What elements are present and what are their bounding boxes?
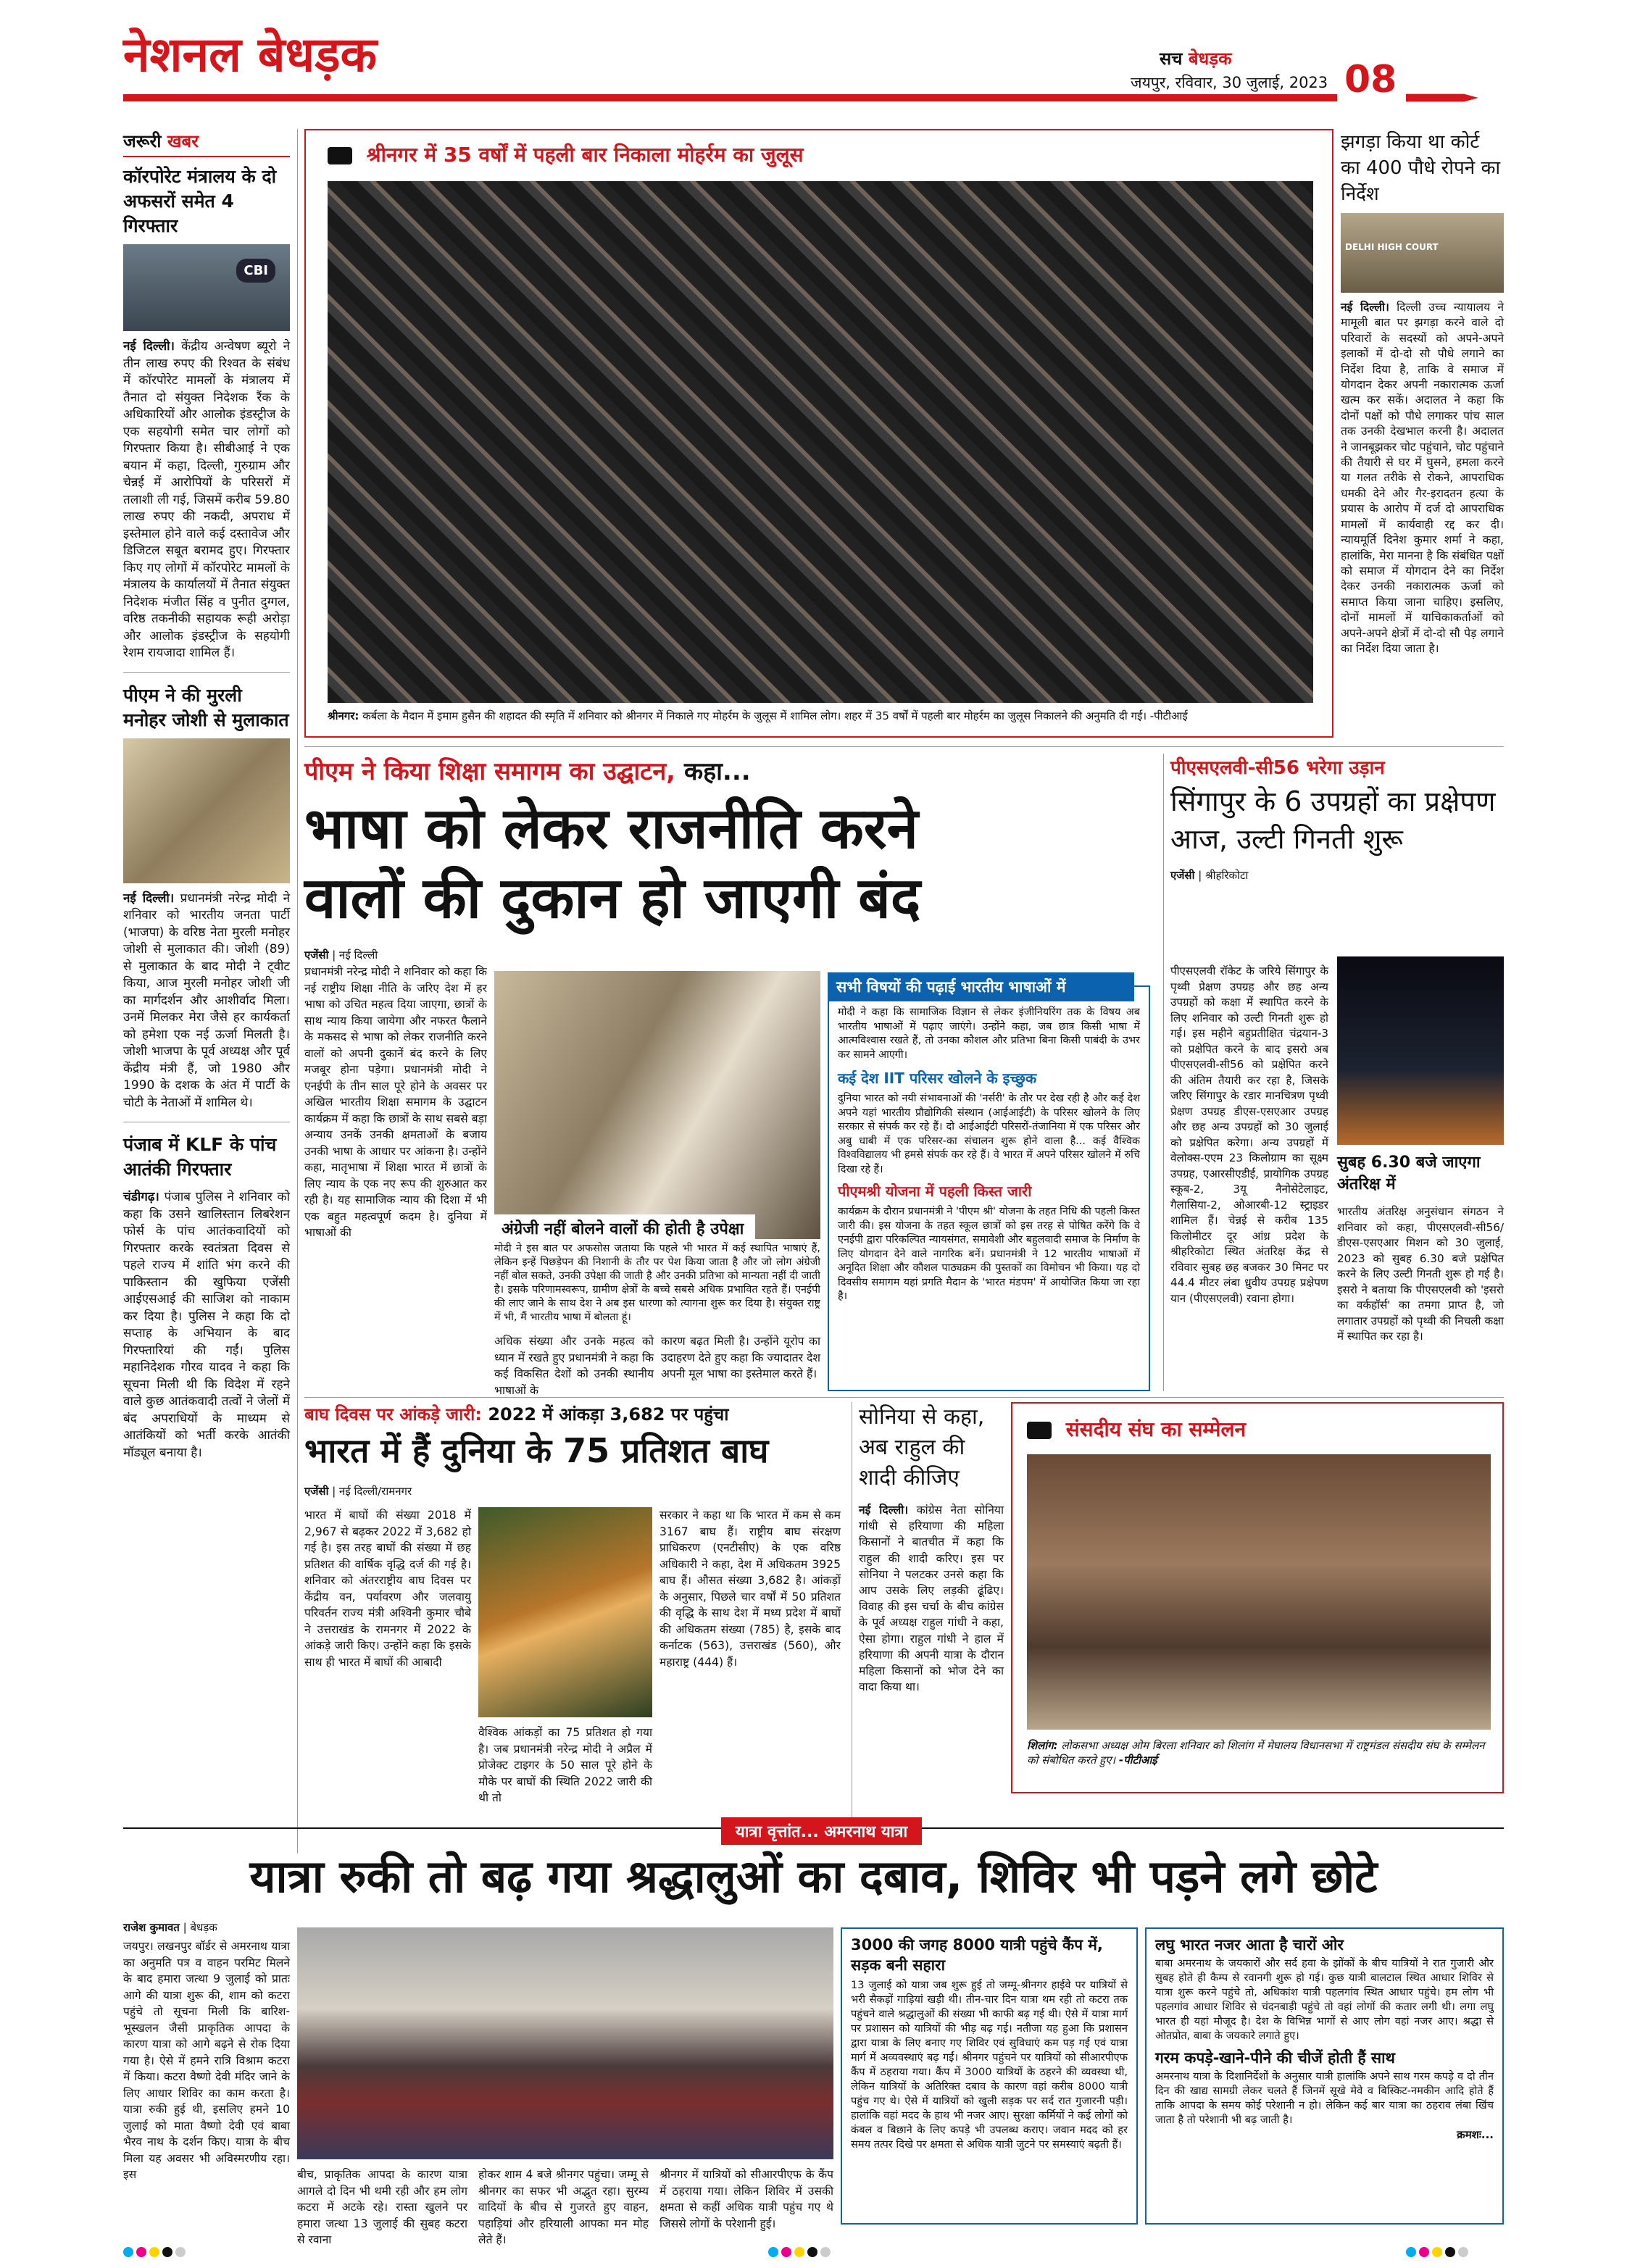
byline-place: श्रीहरिकोटा [1205,869,1249,882]
dateline-text: नई दिल्ली। [123,339,175,354]
pslv-body: पीएसएलवी रॉकेट के जरिये सिंगापुर के पृथ्वी प्रेक्षण उपग्रह और छह अन्य उपग्रहों को कक्षा में स्थापित करने के लिए शनिवार को उल्टी गिनती शुरू हो गई। इस महीने बहुप्रतीक्षित चंद्रयान-3 को प्रक्षेपित करने के बाद इसरो अब पीएसएलवी-सी56 को प्रक्षेपित करने की अंतिम तैयारी कर रहा है, जिसके जरिए सिंगापुर के रडार मानचित्रण पृथ्वी प्रेक्षण उपग्रह डीएस-एसएआर उपग्रह और छह अन्य उपग्रहों को 30 जुलाई को प्रक्षेपित करेगा। अन्य उपग्रहों में वेलोक्स-एएम 23 किलोग्राम का सूक्ष्म उपग्रह, एआरसीएडीई, प्रायोगिक उपग्रह स्कूब-2, 3यू नैनोसेटेलाइट, गैलासिया-2, ओआरबी-12 स्ट्राइडर शामिल हैं। चेन्नई से करीब 135 किलोमीटर दूर आंध्र प्रदेश के श्रीहरिकोटा स्थित अंतरिक्ष केंद्र से रविवार सुबह छह बजकर 30 मिनट पर 44.4 मीटर लंबा ध्रुवीय उपग्रह प्रक्षेपण यान (पीएसएलवी) रवाना होगा। [1170,964,1328,1305]
story-title: पंजाब में KLF के पांच आतंकी गिरफ्तार [123,1134,277,1180]
top-photo-box [304,129,1333,738]
kicker-red: बाघ दिवस पर आंकड़े जारी: [304,1404,482,1425]
dateline-text: नई दिल्ली। [859,1504,909,1517]
photo-caption: लोकसभा अध्यक्ष ओम बिरला शनिवार को शिलांग में मेघालय विधानसभा में राष्ट्रमंडल संसदीय संघ के सम्मेलन को संबोधित करते हुए। [1027,1739,1485,1767]
byline: एजेंसी [1170,869,1195,882]
cbi-sign: CBI [236,259,275,283]
page-number: 08 [1344,58,1397,101]
yatra-box1 [841,1927,1138,2225]
dateline-text: नई दिल्ली। [1341,301,1389,314]
brand-prefix: सच [1160,49,1183,69]
byline: एजेंसी [304,1485,329,1498]
pm-body-col3: कारण बढ़त मिली है। उन्होंने यूरोप का उदाहरण देते हुए कहा कि ज्यादातर देश अपनी मूल भाषा का इस्तेमाल करते हैं। [661,1335,820,1380]
box-body: बाबा अमरनाथ के जयकारों और सर्द हवा के झोंकों के बीच यात्रियों ने रात गुजारी और सुबह होते ही कैम्प से रवानगी शुरू हो गई। कुछ यात्री बालटाल स्थित आधार शिविर से यात्रा शुरू करने पहुंचे तो, अधिकांश यात्री पहलगांव स्थित आधार पहुंचे। हम लोग भी पहलगांव आधार शिविर से चंदनबाड़ी पहुंचे तो वहां लोगों की कतार लगी थी। लगा लघु भारत ही यहां मौजूद है। देश के विभिन्न भागों से आए लोग वहां नजर आए। श्रद्धा से ओतप्रोत, बाबा के जयकारे लगाते हुए। [1155,1957,1494,2042]
yatra-tag: यात्रा वृत्तांत... अमरनाथ यात्रा [721,1817,922,1845]
assembly-photo [1027,1454,1491,1730]
box-title: 3000 की जगह 8000 यात्री पहुंचे कैंप में, सड़क बनी सहारा [851,1936,1103,1974]
camera-icon [1027,1422,1052,1439]
tiger-body-col1: भारत में बाघों की संख्या 2018 में 2,967 से बढ़कर 2022 में 3,682 हो गई है। इस तरह बाघों की संख्या में छह प्रतिशत की वार्षिक वृद्धि दर्ज की गई है। शनिवार को अंतरराष्ट्रीय बाघ दिवस पर केंद्रीय वन, पर्यावरण और जलवायु परिवर्तन राज्य मंत्री अश्विनी कुमार चौबे ने उत्तराखंड के रामनगर में 2022 के आंकड़े जारी किए। उन्होंने कहा कि इसके साथ ही भारत में बाघों की आबादी [304,1509,471,1669]
box-title: सभी विषयों की पढ़ाई भारतीय भाषाओं में [828,972,1134,1001]
registration-dots-left [123,2246,188,2260]
story-body: पंजाब पुलिस ने शनिवार को कहा कि उसने खालिस्तान लिबरेशन फोर्स के पांच आतंकवादियों को गिरफ्तार करके स्वतंत्रता दिवस से पहले राज्य में शांति भंग करने की पाकिस्तान की खुफिया एजेंसी आईएसआई की साजिश को नाकाम कर दिया है। पुलिस ने कहा कि दो सप्ताह के अभियान के बाद गिरफ्तारियां की गईं। पुलिस महानिदेशक गौरव यादव ने कहा कि सूचना मिली थी कि विदेश में रहने वाले कुछ आतंकवादी तत्वों ने जेलों में बंद अपराधियों के माध्यम से आतंकियों को भर्ती करके आतंकी मॉड्यूल बनाया है। [123,1190,291,1460]
dateline-text: नई दिल्ली। [123,891,175,906]
story-title: झगड़ा किया था कोर्ट का 400 पौधे रोपने का निर्देश [1341,131,1501,205]
photo-label [328,141,804,168]
muharram-procession-photo [328,181,1313,703]
byline-place: नई दिल्ली/रामनगर [339,1485,412,1498]
high-court-photo [1341,213,1504,293]
yatra-body-col4: श्रीनगर में यात्रियों को सीआरपीएफ के कैंप में ठहराया गया। लेकिन शिविर में उसकी क्षमता से कहीं अधिक यात्री पहुंच गए थे जिससे लोगों के परेशानी हुई। [659,2168,833,2230]
pm-body-col1: प्रधानमंत्री नरेन्द्र मोदी ने शनिवार को कहा कि नई राष्ट्रीय शिक्षा नीति के जरिए देश में हर भाषा को उचित महत्व दिया जाएगा, छात्रों के साथ न्याय किया जायेगा और नफरत फैलाने के मकसद से भाषा को लेकर राजनीति करने वालों को अपनी दुकानें बंद करने के लिए मजबूर होना पड़ेगा। प्रधानमंत्री मोदी ने एनईपी के तीन साल पूरे होने के अवसर पर अखिल भारतीय शिक्षा समागम के उद्घाटन कार्यक्रम में कहा कि छात्रों के साथ सबसे बड़ा अन्याय उनकें उनकी क्षमताओं के बजाय उनकी भाषा के आधार पर आंकना है। उन्होंने कहा, मातृभाषा में शिक्षा भारत में छात्रों के लिए न्याय के एक नए रूप की शुरुआत कर रही है। यह सामाजिक न्याय की दिशा में भी एक बहुत महत्वपूर्ण कदम है। दुनिया में भाषाओं की [304,965,487,1239]
headline: सोनिया से कहा, अब राहुल की शादी कीजिए [859,1404,985,1491]
masthead [0,0,1627,101]
story-title: कॉरपोरेट मंत्रालय के दो अफसरों समेत 4 गिरफ्तार [123,166,277,236]
tiger-story: बाघ दिवस पर आंकड़े जारी: 2022 में आंकड़ा 3,682 पर पहुंचा भारत में हैं दुनिया के 75 प्रतिशत बाघ एजेंसी | नई दिल्ली/रामनगर भारत में बाघों की संख्या 2018 में 2,967 से बढ़कर 2022 में 3,682 हो गई है। इस तरह बाघों की संख्या में छह प्रतिशत की वार्षिक वृद्धि दर्ज की गई है। शनिवार को अंतरराष्ट्रीय बाघ दिवस पर केंद्रीय वन, पर्यावरण और जलवायु परिवर्तन राज्य मंत्री अश्विनी कुमार चौबे ने उत्तराखंड के रामनगर में 2022 के आंकड़े जारी किए। उन्होंने कहा कि इसके साथ ही भारत में बाघों की आबादी वैश्विक आंकड़ों का 75 प्रतिशत हो गया है। जब प्रधानमंत्री नरेन्द्र मोदी ने अप्रैल में प्रोजेक्ट टाइगर के 50 साल पूरे होने के मौके पर बाघों की स्थिति 2022 जारी की थी तो सरकार ने कहा था कि भारत में कम से कम 3167 बाघ हैं। राष्ट्रीय बाघ संरक्षण प्राधिकरण (एनटीसीए) के एक वरिष्ठ अधिकारी ने कहा, देश में अधिकतम 3925 बाघ हैं। औसत संख्या 3,682 है। आंकड़ों के अनुसार, पिछले चार वर्षों में 50 प्रतिशत की वृद्धि के साथ देश में मध्य प्रदेश में बाघों की अधिकतम संख्या (785) है, इसके बाद कर्नाटक (563), उत्तराखंड (560), और महाराष्ट्र (444) हैं। [304,1402,844,1819]
pslv-story: पीएसएलवी-सी56 भरेगा उड़ान सिंगापुर के 6 उपग्रहों का प्रक्षेपण आज, उल्टी गिनती शुरू एजेंसी | श्रीहरिकोटा पीएसएलवी रॉकेट के जरिये सिंगापुर के पृथ्वी प्रेक्षण उपग्रह और छह अन्य उपग्रहों को कक्षा में स्थापित करने के लिए शनिवार को उल्टी गिनती शुरू हो गई। इस महीने बहुप्रतीक्षित चंद्रयान-3 को प्रक्षेपित करने के बाद इसरो अब पीएसएलवी-सी56 को प्रक्षेपित करने की अंतिम तैयारी कर रहा है, जिसके जरिए सिंगापुर के रडार मानचित्रण पृथ्वी प्रेक्षण उपग्रह डीएस-एसएआर उपग्रह और छह अन्य उपग्रहों को 30 जुलाई को प्रक्षेपित करेगा। अन्य उपग्रहों में वेलोक्स-एएम 23 किलोग्राम का सूक्ष्म उपग्रह, एआरसीएडीई, प्रायोगिक उपग्रह स्कूब-2, 3यू नैनोसेटेलाइट, गैलासिया-2, ओआरबी-12 स्ट्राइडर शामिल हैं। चेन्नई से करीब 135 किलोमीटर दूर आंध्र प्रदेश के श्रीहरिकोटा स्थित अंतरिक्ष केंद्र से रविवार सुबह छह बजकर 30 मिनट पर 44.4 मीटर लंबा ध्रुवीय उपग्रह प्रक्षेपण यान (पीएसएलवी) रवाना होगा। सुबह 6.30 बजे जाएगा अंतरिक्ष में भारतीय अंतरिक्ष अनुसंधान संगठन ने शनिवार को कहा, पीएसएलवी-सी56/डीएस-एसएआर मिशन को 30 जुलाई, 2023 को सुबह 6.30 बजे प्रक्षेपित करने के लिए उल्टी गिनती शुरू हो गई है। इसरो ने बताया कि पीएसएलवी को 'इसरो का वर्कहॉर्स' का तमगा प्राप्त है, जो लगातार उपग्रहों को पृथ्वी की निचली कक्षा में स्थापित कर रहा है। [1170,754,1504,1391]
kicker-black: 2022 में आंकड़ा 3,682 पर पहुंचा [488,1404,729,1425]
photo-caption: कर्बला के मैदान में इमाम हुसैन की शहादत की स्मृति में शनिवार को श्रीनगर में निकाले गए मोहर्रम के जुलूस में शामिल लोग। शहर में 35 वर्षों में पहली बार मोहर्रम का जुलूस निकालने की अनुमति दी गई। -पीटीआई [362,709,1188,722]
registration-dots-right [1406,2246,1471,2260]
story-body: दिल्ली उच्च न्यायालय ने मामूली बात पर झगड़ा करने वाले दो परिवारों के सदस्यों को अपने-अपने इलाकों में दो-दो सौ पौधे लगाने का निर्देश दिया है, ताकि वे समाज में योगदान देकर अपनी नकारात्मक ऊर्जा खत्म कर सकें। अदालत ने कहा कि दोनों पक्षों को पौधे लगाकर पांच साल तक उनकी देखभाल करनी है। अदालत ने जानबूझकर चोट पहुंचाने, चोट पहुंचाने की तैयारी से घर में घुसने, हमला करने या गलत तरीके से रोकने, आपराधिक धमकी देने और गैर-इरादतन हत्या के प्रयास के आरोप में दर्ज दो आपराधिक मामलों में कार्यवाही रद्द कर दी। न्यायमूर्ति दिनेश कुमार शर्मा ने कहा, हालांकि, मेरा मानना है कि संबंधित पक्षों को समाज में योगदान देने का निर्देश देकर उनकी नकारात्मक ऊर्जा को समाप्त किया जाना चाहिए। इसलिए, दोनों मामलों में याचिकाकर्ताओं को अपने-अपने क्षेत्रों में दो-दो सौ पेड़ लगाने का निर्देश दिया जाता है। [1341,301,1504,655]
camp-photo [297,1927,833,2159]
headline-line1: भाषा को लेकर राजनीति करने [304,796,918,862]
yatra-body-col1: जयपुर। लखनपुर बॉर्डर से अमरनाथ यात्रा का अनुमति पत्र व वाहन परमिट मिलने के बाद हमारा जत्था 9 जुलाई को प्रातः आगे की यात्रा शुरू की, शाम को कटरा पहुंचे तो सूचना मिली कि बारिश-भूस्खलन जैसी प्राकृतिक आपदा के कारण यात्रा को आगे बढ़ने से रोक दिया गया है। ऐसे में हमने रात्रि विश्राम कटरा में किया। कटरा वैष्णो देवी मंदिर जाने के लिए आधार शिविर का काम करता है। यात्रा रुकी हुई थी, इसलिए हमने 10 जुलाई को माता वैष्णो देवी एवं बाबा भैरव नाथ के दर्शन किए। यात्रा के बीच मिला यह अवसर भी अविस्मरणीय रहा। इस [123,1940,290,2181]
box-body: मोदी ने कहा कि सामाजिक विज्ञान से लेकर इंजीनियरिंग तक के विषय अब भारतीय भाषाओं में पढ़ाए जाएंगे। उन्होंने कहा, जब छात्र किसी भाषा में आत्मविश्वास रखते हैं, तो उनका कौशल और प्रतिभा बिना किसी पाबंदी के उभर कर सामने आएगी। [838,1006,1140,1061]
caption-place: शिलांग: [1027,1739,1058,1752]
pm-story: पीएम ने किया शिक्षा समागम का उद्घाटन, कहा... भाषा को लेकर राजनीति करने वालों की दुकान हो जाएगी बंद एजेंसी | नई दिल्ली प्रधानमंत्री नरेन्द्र मोदी ने शनिवार को कहा कि नई राष्ट्रीय शिक्षा नीति के जरिए देश में हर भाषा को उचित महत्व दिया जाएगा, छात्रों के साथ न्याय किया जायेगा और नफरत फैलाने के मकसद से भाषा को लेकर राजनीति करने वालों को अपनी दुकानें बंद करने के लिए मजबूर होना पड़ेगा। प्रधानमंत्री मोदी ने एनईपी के तीन साल पूरे होने के अवसर पर अखिल भारतीय शिक्षा समागम के उद्घाटन कार्यक्रम में कहा कि छात्रों के साथ सबसे बड़ा अन्याय उनकें उनकी क्षमताओं के बजाय उनकी भाषा के आधार पर आंकना है। उन्होंने कहा, मातृभाषा में शिक्षा भारत में छात्रों के लिए न्याय के एक नए रूप की शुरुआत कर रही है। यह सामाजिक न्याय की दिशा में भी एक बहुत महत्वपूर्ण कदम है। दुनिया में भाषाओं की अंग्रेजी नहीं बोलने वालों की होती है उपेक्षा मोदी ने इस बात पर अफसोस जताया कि पहले भी भारत में कई स्थापित भाषाएं हैं, लेकिन इन्हें पिछड़ेपन की निशानी के तौर पर पेश किया जाता है और जो लोग अंग्रेजी नहीं बोल सकते, उनकी उपेक्षा की जाती है और उनकी प्रतिभा को मान्यता नहीं दी जाती है। इसके परिणामस्वरूप, ग्रामीण क्षेत्रों के बच्चे सबसे अधिक प्रभावित रहते हैं। एनईपी की लाए जाने के साथ देश ने अब इस धारणा को त्यागना शुरू कर दिया है। संयुक्त राष्ट्र में भी, मैं भारतीय भाषा में बोलता हूं। अधिक संख्या और उनके महत्व को ध्यान में रखते हुए प्रधानमंत्री ने कहा कि कई विकसित देशों को उनकी स्थानीय भाषाओं के कारण बढ़त मिली है। उन्होंने यूरोप का उदाहरण देते हुए कहा कि ज्यादातर देश अपनी मूल भाषा का इस्तेमाल करते हैं। सभी विषयों की पढ़ाई भारतीय भाषाओं में मोदी ने कहा कि सामाजिक विज्ञान से लेकर इंजीनियरिंग तक के विषय अब भारतीय भाषाओं में पढ़ाए जाएंगे। उन्होंने कहा, जब छात्र किसी भाषा में आत्मविश्वास रखते हैं, तो उनका कौशल और प्रतिभा बिना किसी पाबंदी के उभर कर सामने आएगी। कई देश IIT परिसर खोलने के इच्छुक दुनिया भारत को नयी संभावनाओं की 'नर्सरी' के तौर पर देख रही है और कई देश अपने यहां भारतीय प्रौद्योगिकी संस्थान (आईआईटी) के परिसर खोलने के लिए सरकार से संपर्क कर रहे हैं। दो आईआईटी परिसरों-तंजानिया में एक परिसर और अबु धाबी में एक परिसर-का संचालन शुरू होने वाला है... कई वैश्विक विश्वविद्यालय भी हमसे संपर्क कर रहे हैं। वे भारत में अपने परिसर खोलने में रुचि दिखा रहे हैं। पीएमश्री योजना में पहली किस्त जारी कार्यक्रम के दौरान प्रधानमंत्री ने 'पीएम श्री' योजना के तहत निधि की पहली किस्त जारी की। इस योजना के तहत स्कूल छात्रों को इस तरह से पोषित करेंगे कि वे एनईपी द्वारा परिकल्पित न्यायसंगत, समावेशी और बहुलवादी समाज के निर्माण के लिए योगदान देने वाले नागरिक बनें। प्रधानमंत्री ने 12 भारतीय भाषाओं में अनूदित शिक्षा और कौशल पाठ्यक्रम की पुस्तकों का विमोचन भी किया। यह दो दिवसीय समागम यहां प्रगति मैदान के 'भारत मंडपम' में आयोजित किया जा रहा है। [304,754,1156,1391]
pm-joshi-photo [123,738,290,883]
box-title: लघु भारत नजर आता है चारों ओर [1155,1936,1344,1954]
continued-label: क्रमशः... [1457,2128,1494,2141]
yatra-box2 [1145,1927,1504,2225]
story-body: कांग्रेस नेता सोनिया गांधी से हरियाणा की महिला किसानों ने बातचीत में कहा कि राहुल की शादी करिए। इस पर सोनिया ने पलटकर उनसे कहा कि आप उसके लिए लड़की ढूंढिए। विवाह की इस चर्चा के बीच कांग्रेस के पूर्व अध्यक्ष राहुल गांधी ने कहा, ऐसा होगा। राहुल गांधी ने हाल में हरियाणा की अपनी यात्रा के दौरान महिला किसानों को भोज देने का वादा किया था। [859,1504,1004,1694]
overlay-title: अंग्रेजी नहीं बोलने वालों की होती है उपेक्षा [494,1214,755,1242]
kicker-black: कहा... [683,757,751,786]
pm-body-col2: अधिक संख्या और उनके महत्व को ध्यान में रखते हुए प्रधानमंत्री ने कहा कि कई विकसित देशों को उनकी स्थानीय भाषाओं के [494,1335,654,1397]
pen-nib-icon [1406,91,1478,104]
byline-place: नई दिल्ली [339,949,378,962]
brand-logo [1160,46,1232,70]
registration-dots-center [768,2246,833,2260]
photo-overlay-box [494,1220,820,1323]
court-sign: DELHI HIGH COURT [1345,242,1439,252]
headline: भारत में हैं दुनिया के 75 प्रतिशत बाघ [304,1431,769,1470]
tiger-body-col3: सरकार ने कहा था कि भारत में कम से कम 3167 बाघ हैं। राष्ट्रीय बाघ संरक्षण प्राधिकरण (एनटीसीए) के एक वरिष्ठ अधिकारी ने कहा, देश में अधिकतम 3925 बाघ हैं। औसत संख्या 3,682 है। आंकड़ों के अनुसार, पिछले चार वर्षों में 50 प्रतिशत की वृद्धि के साथ देश में मध्य प्रदेश में बाघों की अधिकतम संख्या (785) है, इसके बाद कर्नाटक (563), उत्तराखंड (560), और महाराष्ट्र (444) हैं। [659,1509,841,1669]
caption-credit: -पीटीआई [1118,1754,1157,1767]
pslv-subhead: सुबह 6.30 बजे जाएगा अंतरिक्ष में [1337,1154,1481,1193]
headline: सिंगापुर के 6 उपग्रहों का प्रक्षेपण आज, उल्टी गिनती शुरू [1170,785,1496,855]
story-body: केंद्रीय अन्वेषण ब्यूरो ने तीन लाख रुपए की रिश्वत के संबंध में कॉरपोरेट मामलों के मंत्रालय में तैनात दो संयुक्त निदेशक रैंक के अधिकारियों और आलोक इंडस्ट्रीज के एक सहयोगी समेत चार लोगों को गिरफ्तार किया है। सीबीआई ने एक बयान में कहा, दिल्ली, गुरुग्राम और चेन्नई में आरोपियों के परिसरों में तलाशी ली गई, जिसमें करीब 59.80 लाख रुपए की नकदी, अपराध में इस्तेमाल होने वाले कई दस्तावेज और डिजिटल सबूत बरामद हुए। गिरफ्तार किए गए लोगों में कॉरपोरेट मामलों के मंत्रालय के कार्यालयों में तैनात संयुक्त निदेशक मंजीत सिंह व पुनीत दुग्गल, वरिष्ठ तकनीकी सहायक रूही अरोड़ा और आलोक इंडस्ट्रीज के सहयोगी रेशम रायजादा शामिल हैं। [123,339,291,660]
box-subhead: कई देश IIT परिसर खोलने के इच्छुक [838,1070,1037,1087]
overlay-body: मोदी ने इस बात पर अफसोस जताया कि पहले भी भारत में कई स्थापित भाषाएं हैं, लेकिन इन्हें पिछड़ेपन की निशानी के तौर पर पेश किया जाता है और जो लोग अंग्रेजी नहीं बोल सकते, उनकी उपेक्षा की जाती है और उनकी प्रतिभा को मान्यता नहीं दी जाती है। इसके परिणामस्वरूप, ग्रामीण क्षेत्रों के बच्चे सबसे अधिक प्रभावित रहते हैं। एनईपी की लाए जाने के साथ देश ने अब इस धारणा को त्यागना शुरू कर दिया है। संयुक्त राष्ट्र में भी, मैं भारतीय भाषा में बोलता हूं। [494,1243,820,1323]
pm-exhibition-photo [494,971,820,1239]
sonia-story [859,1402,1004,1819]
kicker: पीएसएलवी-सी56 भरेगा उड़ान [1170,757,1385,779]
box-subhead: पीएमश्री योजना में पहली किस्त जारी [838,1183,1032,1200]
box-body: कार्यक्रम के दौरान प्रधानमंत्री ने 'पीएम श्री' योजना के तहत निधि की पहली किस्त जारी की। इस योजना के तहत स्कूल छात्रों को इस तरह से पोषित करेंगे कि वे एनईपी द्वारा परिकल्पित न्यायसंगत, समावेशी और बहुलवादी समाज के निर्माण के लिए योगदान देने वाले नागरिक बनें। प्रधानमंत्री ने 12 भारतीय भाषाओं में अनूदित शिक्षा और कौशल पाठ्यक्रम की पुस्तकों का विमोचन भी किया। यह दो दिवसीय समागम यहां प्रगति मैदान के 'भारत मंडपम' में आयोजित किया जा रहा है। [838,1206,1140,1302]
photo-label-text: संसदीय संघ का सम्मेलन [1065,1417,1247,1441]
box-body: दुनिया भारत को नयी संभावनाओं की 'नर्सरी' के तौर पर देख रही है और कई देश अपने यहां भारतीय प्रौद्योगिकी संस्थान (आईआईटी) के परिसर खोलने के लिए सरकार से संपर्क कर रहे हैं। दो आईआईटी परिसरों-तंजानिया में एक परिसर और अबु धाबी में एक परिसर-का संचालन शुरू होने वाला है... कई वैश्विक विश्वविद्यालय भी हमसे संपर्क कर रहे हैं। वे भारत में अपने परिसर खोलने में रुचि दिखा रहे हैं। [838,1093,1140,1175]
box-title: गरम कपड़े-खाने-पीने की चीजें होती हैं साथ [1155,2049,1395,2067]
story-body: प्रधानमंत्री नरेन्द्र मोदी ने शनिवार को भारतीय जनता पार्टी (भाजपा) के वरिष्ठ नेता मुरली मनोहर जोशी से मुलाकात की। जोशी (89) से मुलाकात के बाद मोदी ने ट्वीट किया, आज मुरली मनोहर जोशी जी का मार्गदर्शन और आशीर्वाद मिला। उनमें मिलकर मेरा जैसे हर कार्यकर्ता को हमेशा एक नई ऊर्जा मिलती है। जोशी भाजपा के पूर्व अध्यक्ष और पूर्व केंद्रीय मंत्री हैं, जो 1980 और 1990 के दशक के अंत में पार्टी के चोटी के नेताओं में शामिल थे। [123,891,291,1110]
box-body: अमरनाथ यात्रा के दिशानिर्देशों के अनुसार यात्री हालांकि अपने साथ गरम कपड़े व दो तीन दिन की खाद्य सामग्री लेकर चलते हैं जिनमें सूखे मेवे व बिस्किट-नमकीन आदि होते हैं ताकि आपदा के समय कोई परेशानी न हो। लेकिन कई बार यात्रा का ठहराव लंबा खिंच जाता है तो परेशानी भी बढ़ जाती है। [1155,2070,1494,2126]
cbi-photo [123,244,290,331]
camera-icon [328,147,352,164]
yatra-body-col3: होकर शाम 4 बजे श्रीनगर पहुंचा। जम्मू से श्रीनगर का सफर भी अद्भुत रहा। सुरम्य वादियों के बीच से गुजरते हुए वाहन, पहाड़ियां और हरियाली आपका मन मोह लेते हैं। [478,2168,649,2246]
yatra-headline: यात्रा रुकी तो बढ़ गया श्रद्धालुओं का दबाव, शिविर भी पड़ने लगे छोटे [249,1850,1378,1903]
dateline-text: चंडीगढ़। [123,1190,159,1204]
section-prefix: जरूरी [123,131,162,151]
rocket-photo [1337,956,1504,1145]
left-column [123,129,290,1854]
byline: राजेश कुमावत [123,1921,180,1934]
sansad-photo-box [1011,1402,1504,1793]
yatra-body-col2: बीच, प्राकृतिक आपदा के कारण यात्रा आगले दो दिन भी थमी रही और हम लोग कटरा में अटके रहे। रास्ता खुलने पर हमारा जत्था 13 जुलाई की सुबह कटरा से रवाना [297,2168,467,2246]
section-label: जरूरी खबर [123,129,290,157]
masthead-rule [123,94,1337,101]
pslv-sub-body: भारतीय अंतरिक्ष अनुसंधान संगठन ने शनिवार को कहा, पीएसएलवी-सी56/डीएस-एसएआर मिशन को 30 जुलाई, 2023 को सुबह 6.30 बजे प्रक्षेपित करने के लिए उल्टी गिनती शुरू हो गई है। इसरो ने बताया कि पीएसएलवी को 'इसरो का वर्कहॉर्स' का तमगा प्राप्त है, जो लगातार उपग्रहों को पृथ्वी की निचली कक्षा में स्थापित कर रहा है। [1337,1205,1504,1343]
kicker-red: पीएम ने किया शिक्षा समागम का उद्घाटन, [304,757,676,786]
brand-name: बेधड़क [1188,49,1232,69]
byline-place: बेधड़क [190,1921,217,1934]
dateline: जयपुर, रविवार, 30 जुलाई, 2023 [1131,74,1328,91]
photo-label-text: श्रीनगर में 35 वर्षों में पहली बार निकाला मोहर्रम का जुलूस [366,143,804,167]
byline: एजेंसी [304,949,329,962]
headline-line2: वालों की दुकान हो जाएगी बंद [304,866,921,931]
court-story [1341,129,1504,738]
languages-box [828,978,1150,1391]
box-body: 13 जुलाई को यात्रा जब शुरू हुई तो जम्मू-श्रीनगर हाईवे पर यात्रियों से भरी सैकड़ों गाड़ियां खड़ी थी। तीन-चार दिन यात्रा थम रही तो कटरा तक पहुंचने वाले श्रद्धालुओं की संख्या भी काफी बढ़ गई थी। ऐसे में यात्रा मार्ग पर प्रशासन को यात्रियों की भीड़ बढ़ गई। नतीजा यह हुआ कि प्रशासन द्वारा यात्रा के लिए बनाए गए शिविर एवं सुविधाएं कम पड़ गई एवं यात्रा मार्ग में अव्यवस्थाएं बढ़ गईं। श्रीनगर पहुंचने पर यात्रियों को सीआरपीएफ कैंप में ठहराया गया। कैंप में 3000 यात्रियों के ठहरने की व्यवस्था थी, लेकिन यात्रियों के अतिरिक्त दबाव के कारण वहां करीब 8000 यात्री पहुंच गए थे। ऐसे में यात्रियों को खुली सड़क पर सर्द रात गुजारनी पड़ी। हालांकि वहां मदद के हाथ भी नजर आए। सुरक्षा कर्मियों ने कई लोगों को कंबल व बिछाने के लिए कपड़े भी उपलब्ध कराए। जवान मदद को हर समय तत्पर दिखे पर क्षमता से अधिक यात्री जुटने पर समस्याएं बढ़ती हैं। [851,1979,1128,2151]
tiger-photo-caption: वैश्विक आंकड़ों का 75 प्रतिशत हो गया है। जब प्रधानमंत्री नरेन्द्र मोदी ने अप्रैल में प्रोजेक्ट टाइगर के 50 साल पूरे होने के मौके पर बाघों की स्थिति 2022 जारी की थी तो [478,1726,652,1804]
masthead-title: नेशनल बेधड़क [123,27,378,83]
tiger-photo [478,1507,652,1717]
caption-place: श्रीनगर: [328,709,359,722]
story-title: पीएम ने की मुरली मनोहर जोशी से मुलाकात [123,684,289,730]
